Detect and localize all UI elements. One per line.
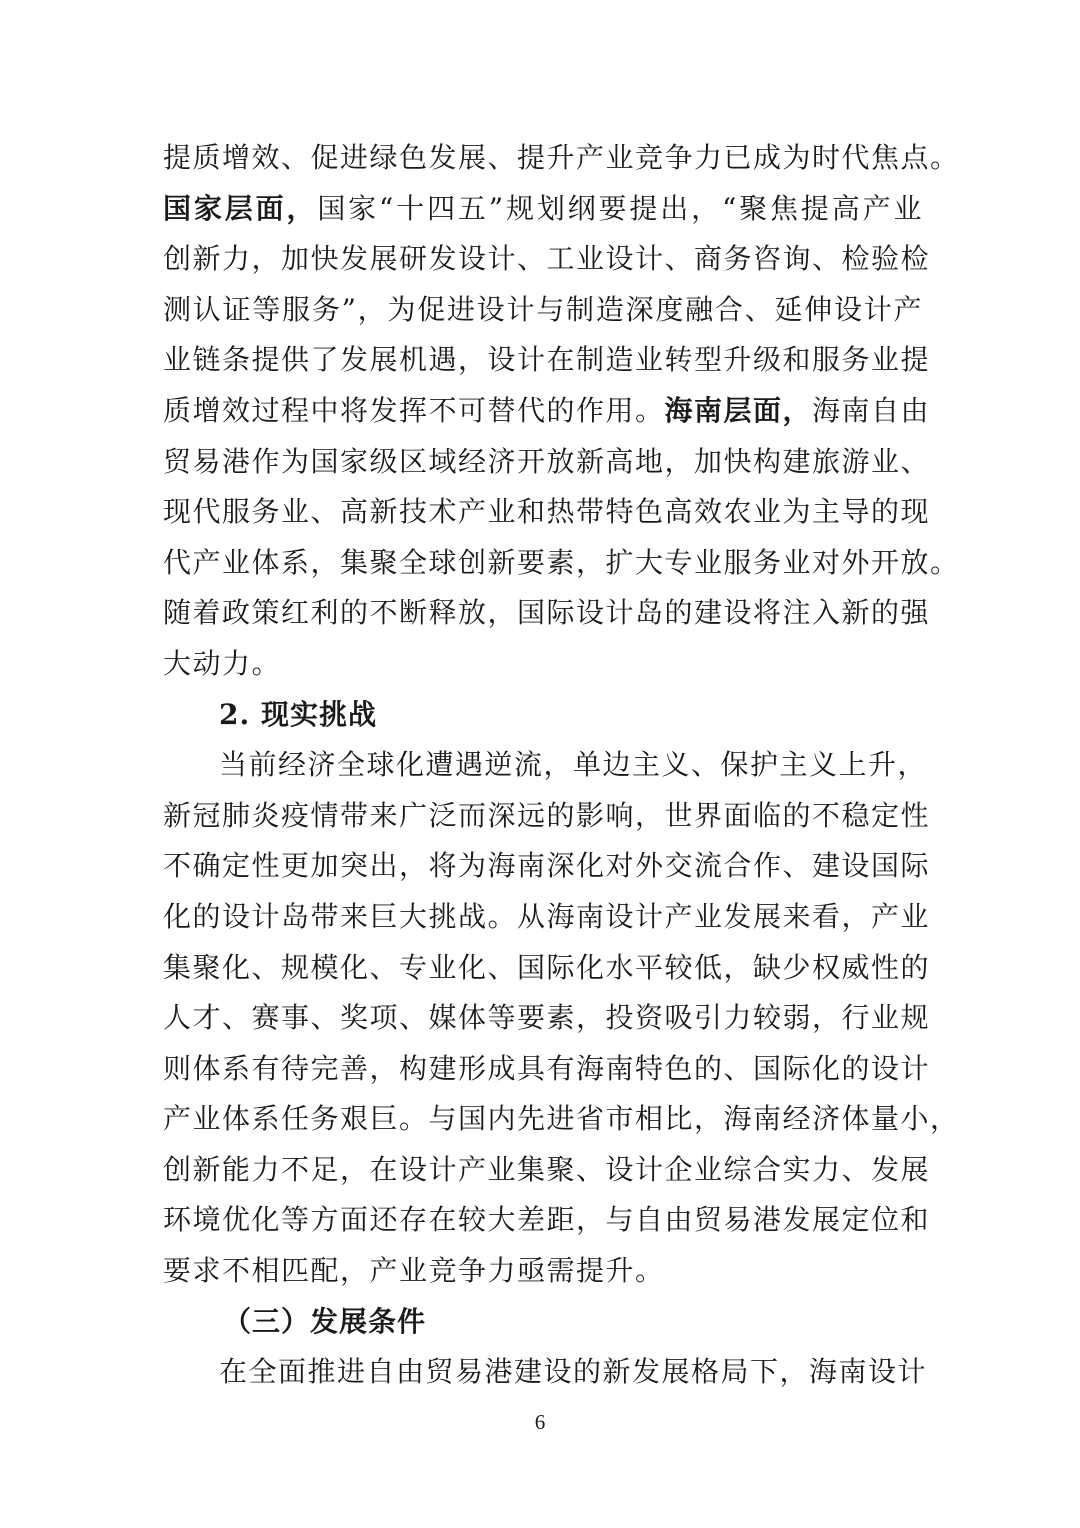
- text-span: 代产业体系，集聚全球创新要素，扩大专业服务业对外开放。: [163, 545, 960, 579]
- paragraph-line: [163, 335, 931, 386]
- page-number: 6: [534, 1410, 546, 1434]
- bold-lead-hainan: 海南层面，: [664, 393, 813, 427]
- text-span: 产业体系任务艰巨。与国内先进省市相比，海南经济体量小，: [163, 1102, 960, 1136]
- paragraph-line: [163, 588, 931, 639]
- paragraph-line: [163, 993, 931, 1044]
- paragraph-line: [163, 1145, 931, 1196]
- text-span: 化的设计岛带来巨大挑战。从海南设计产业发展来看，产业: [163, 899, 931, 933]
- section-heading-challenges: 2. 现实挑战: [219, 697, 377, 731]
- text-span: 提质增效、促进绿色发展、提升产业竞争力已成为时代焦点。: [163, 141, 960, 174]
- text-span: 在全面推进自由贸易港建设的新发展格局下，海南设计: [219, 1355, 928, 1389]
- text-span: 海南自由: [812, 393, 931, 427]
- paragraph-line: [163, 1195, 931, 1246]
- paragraph-line: [163, 1347, 928, 1398]
- paragraph-line: [163, 285, 923, 336]
- text-span: 测认证等服务”，为促进设计与制造深度融合、延伸设计产: [163, 292, 923, 326]
- paragraph-line: [163, 538, 960, 589]
- paragraph-line: [163, 487, 931, 538]
- text-span: 创新力，加快发展研发设计、工业设计、商务咨询、检验检: [163, 242, 931, 276]
- text-span: 要求不相匹配，产业竞争力亟需提升。: [163, 1254, 665, 1288]
- section-heading-conditions: （三）发展条件: [223, 1304, 427, 1338]
- paragraph-line: [163, 386, 931, 437]
- paragraph-line: [163, 1044, 931, 1095]
- paragraph-line: [163, 943, 931, 994]
- text-span: 现代服务业、高新技术产业和热带特色高效农业为主导的现: [163, 495, 931, 529]
- text-span: 则体系有待完善，构建形成具有海南特色的、国际化的设计: [163, 1051, 931, 1085]
- text-span: 大动力。: [163, 646, 282, 680]
- paragraph-line: [163, 1094, 960, 1145]
- paragraph-line: [163, 639, 923, 690]
- text-span: 新冠肺炎疫情带来广泛而深远的影响，世界面临的不稳定性: [163, 798, 931, 832]
- text-span: 集聚化、规模化、专业化、国际化水平较低，缺少权威性的: [163, 950, 931, 984]
- paragraph-line: [163, 791, 931, 842]
- text-span: 环境优化等方面还存在较大差距，与自由贸易港发展定位和: [163, 1203, 931, 1237]
- text-span: 质增效过程中将发挥不可替代的作用。: [163, 393, 665, 427]
- paragraph-line: [163, 1246, 923, 1297]
- bold-lead-national: 国家层面，: [163, 191, 318, 225]
- paragraph-line: [163, 184, 923, 235]
- text-span: 创新能力不足，在设计产业集聚、设计企业综合实力、发展: [163, 1152, 931, 1186]
- paragraph-line: [163, 841, 931, 892]
- text-span: 业链条提供了发展机遇，设计在制造业转型升级和服务业提: [163, 343, 931, 377]
- document-body: [163, 133, 960, 1398]
- paragraph-line: [163, 740, 928, 791]
- paragraph-line: [163, 133, 960, 184]
- paragraph-line: [163, 892, 931, 943]
- text-span: 人才、赛事、奖项、媒体等要素，投资吸引力较弱，行业规: [163, 1001, 931, 1035]
- text-span: 当前经济全球化遭遇逆流，单边主义、保护主义上升，: [219, 748, 928, 782]
- paragraph-line: [163, 234, 931, 285]
- paragraph-line: [163, 437, 931, 488]
- text-span: 贸易港作为国家级区域经济开放新高地，加快构建旅游业、: [163, 444, 931, 478]
- text-span: 国家“十四五”规划纲要提出，“聚焦提高产业: [317, 191, 923, 225]
- text-span: 不确定性更加突出，将为海南深化对外交流合作、建设国际: [163, 849, 931, 883]
- text-span: 随着政策红利的不断释放，国际设计岛的建设将注入新的强: [163, 596, 931, 630]
